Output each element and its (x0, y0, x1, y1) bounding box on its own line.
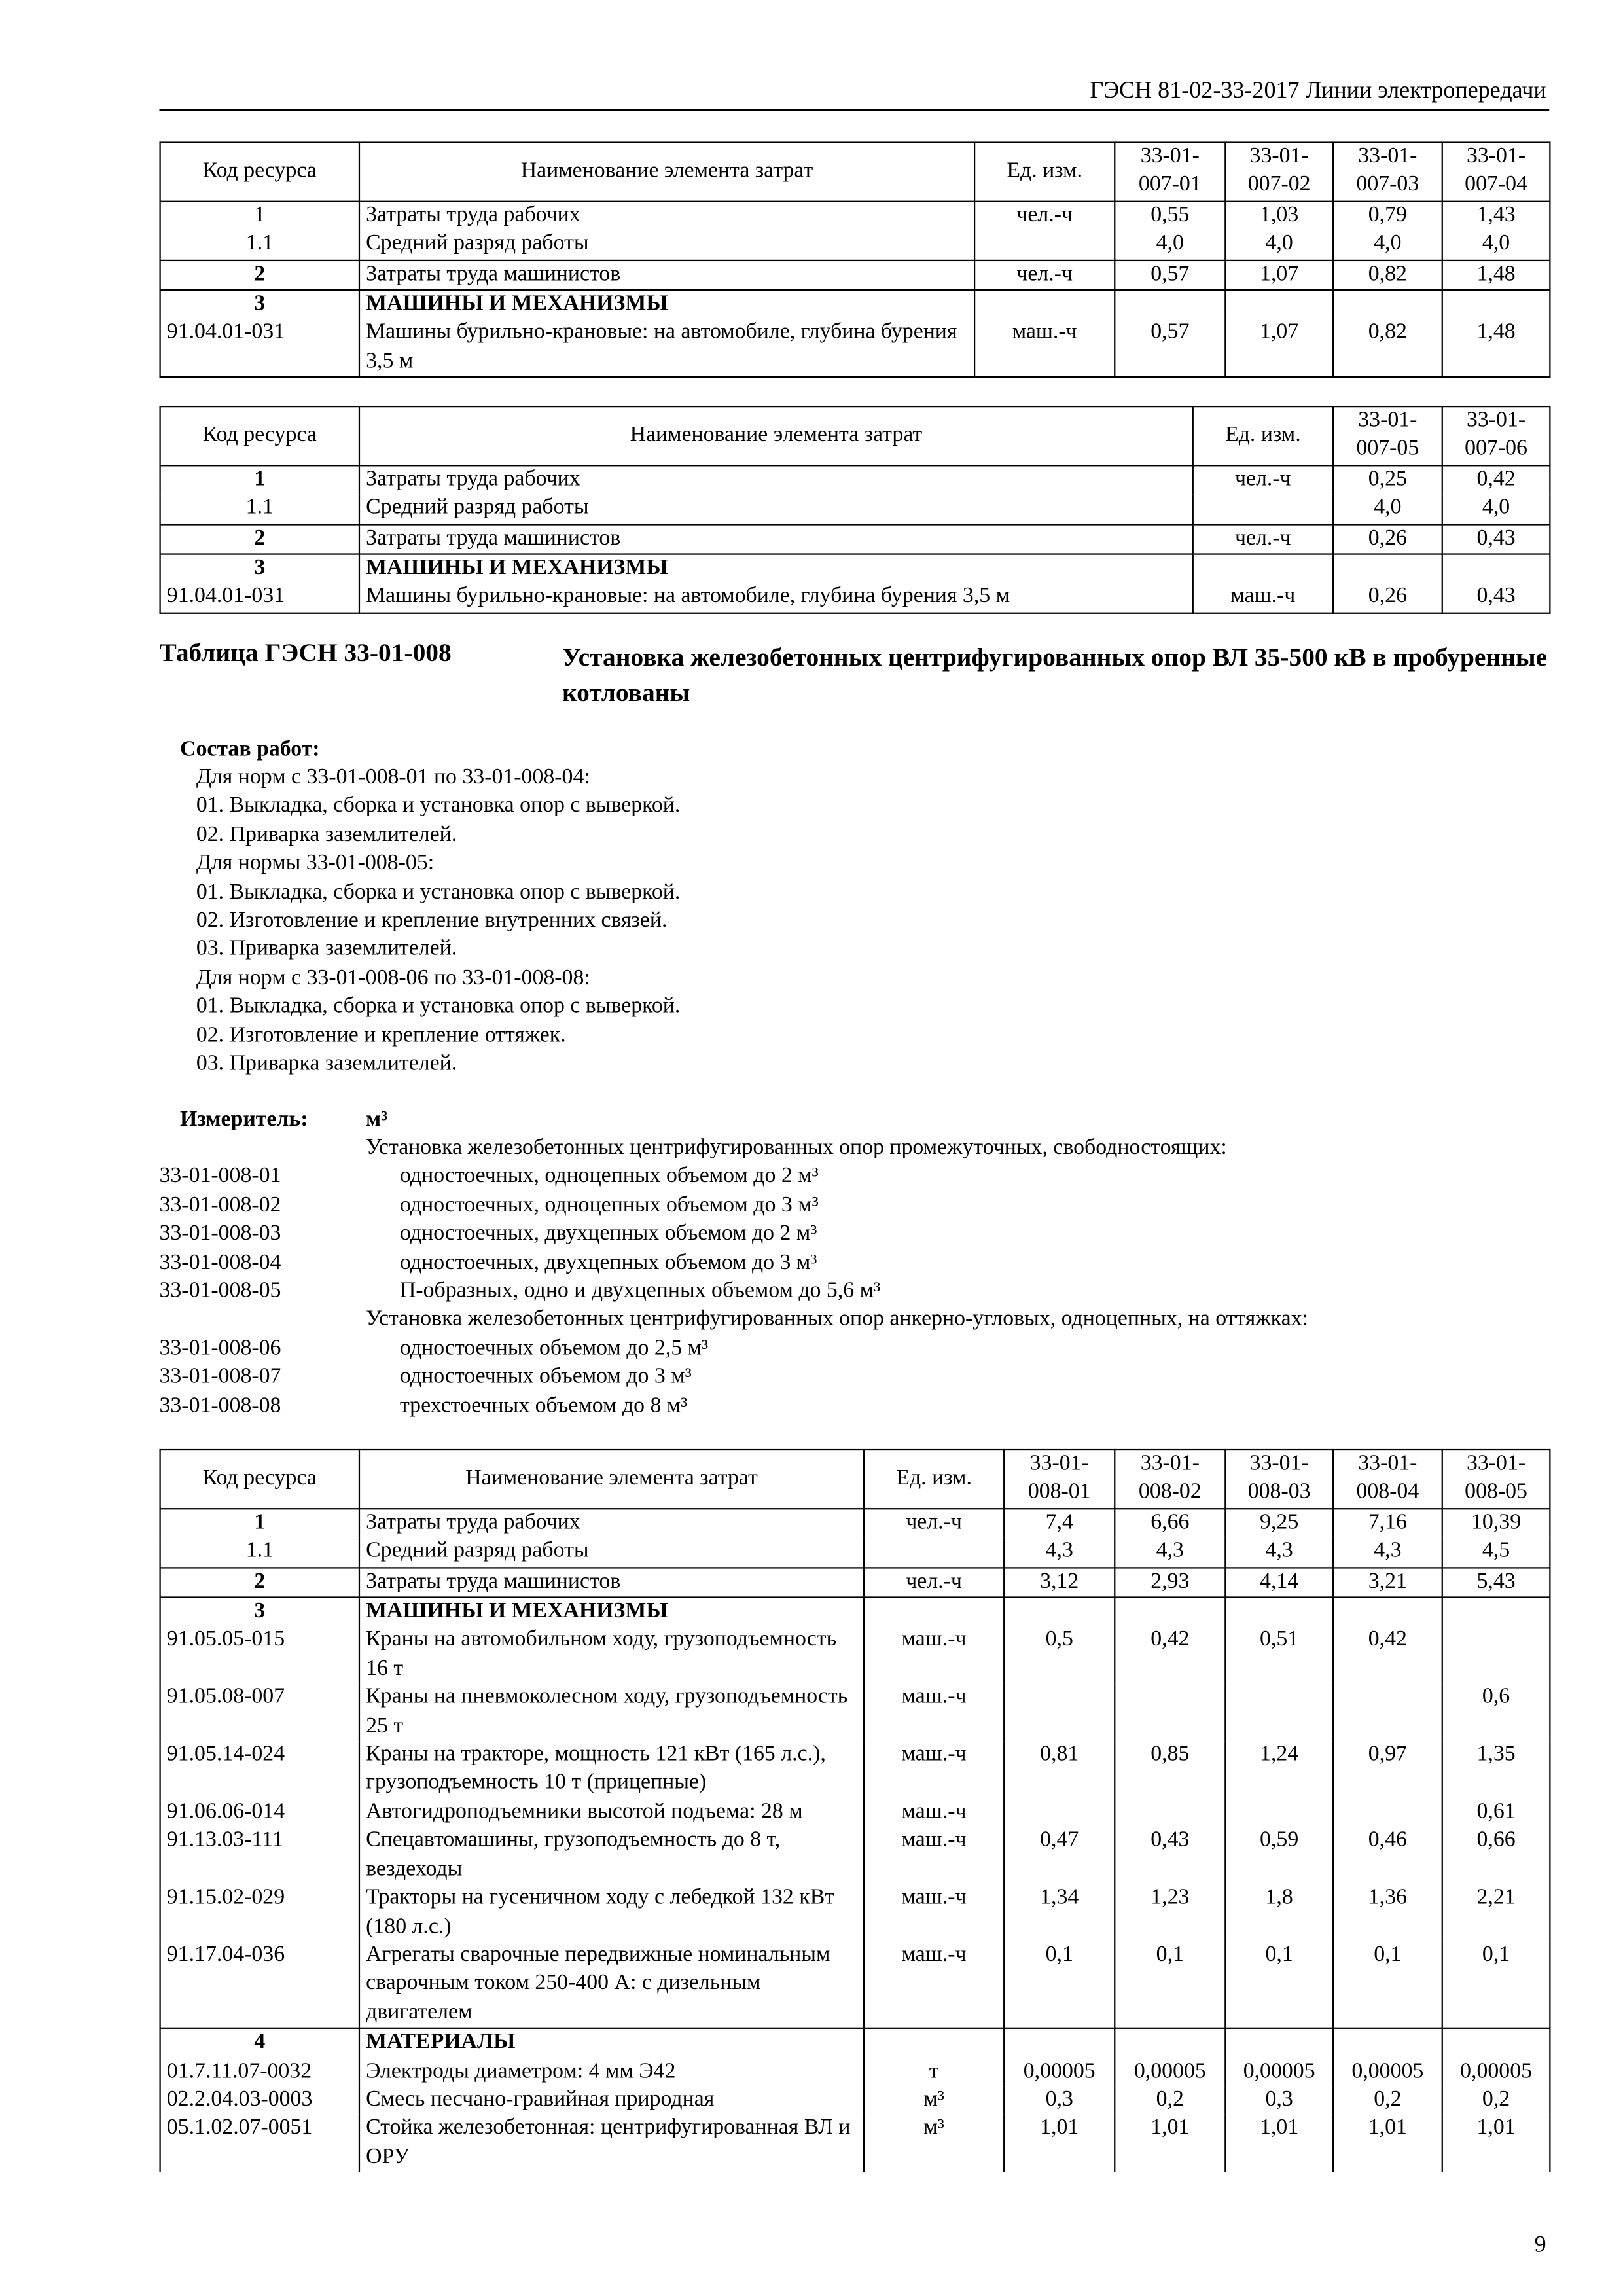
norm-item (159, 1278, 1575, 1306)
resource-table-007-05-06 (159, 406, 1550, 614)
norm-item (159, 1192, 1575, 1221)
table-row (160, 1568, 1550, 1598)
table-row (160, 2115, 1550, 2172)
works-label: Состав работ: (180, 738, 320, 762)
cost-element-name: Смесь песчано-гравийная природная (359, 2087, 864, 2115)
table-row (160, 524, 1550, 554)
table-row (160, 2058, 1550, 2087)
resource-code: 91.05.08-007 (160, 1684, 359, 1742)
table-row (160, 260, 1550, 290)
norm-value: 0,6 (1442, 1684, 1550, 1742)
cost-element-name: Тракторы на гусеничном ходу с лебедкой 132 кВт (180 л.с.) (359, 1884, 864, 1942)
norm-value (1225, 2028, 1333, 2058)
norm-value: 0,59 (1225, 1827, 1333, 1885)
unit (974, 290, 1115, 319)
work-item: Для нормы 33-01-008-05: (196, 852, 435, 876)
unit: маш.-ч (864, 1741, 1004, 1799)
table-header-row (160, 143, 1550, 202)
work-item: 01. Выкладка, сборка и установка опор с выверкой. (196, 880, 681, 905)
norm-value (1442, 554, 1550, 584)
norm-value: 2,93 (1115, 1568, 1225, 1598)
resource-table-008 (159, 1449, 1550, 2172)
column-header: 33-01- 007-05 (1333, 406, 1442, 465)
resource-code: 3 (160, 290, 359, 319)
norm-value: 1,01 (1225, 2115, 1333, 2172)
table-description: Установка железобетонных центрифугированных опор ВЛ 35-500 кВ в пробуренные котлованы (562, 641, 1548, 707)
resource-code: 2 (160, 524, 359, 554)
column-header: 33-01- 007-02 (1225, 143, 1333, 202)
header-rule (159, 109, 1549, 111)
norm-item (159, 1306, 1575, 1335)
norm-value: 1,07 (1225, 319, 1333, 378)
norm-value (1442, 290, 1550, 319)
resource-code: 05.1.02.07-0051 (160, 2115, 359, 2172)
unit: маш.-ч (864, 1626, 1004, 1684)
norm-text: одностоечных, одноцепных объемом до 3 м³ (399, 1193, 819, 1217)
norm-value: 1,34 (1004, 1884, 1115, 1942)
cost-element-name: Краны на пневмоколесном ходу, грузоподъемность 25 т (359, 1684, 864, 1742)
norm-value (1115, 1598, 1225, 1627)
norm-value (1115, 2028, 1225, 2058)
unit: маш.-ч (974, 319, 1115, 378)
resource-code: 4 (160, 2028, 359, 2058)
resource-code: 1.1 (160, 495, 359, 524)
unit (864, 1598, 1004, 1627)
cost-element-name: Средний разряд работы (359, 1538, 864, 1568)
norm-value: 1,8 (1225, 1884, 1333, 1942)
norm-value: 1,01 (1115, 2115, 1225, 2172)
table-row (160, 1884, 1550, 1942)
page-number: 9 (1534, 2233, 1546, 2258)
table-row (160, 2028, 1550, 2058)
norm-value: 0,2 (1442, 2087, 1550, 2115)
table-row (160, 2087, 1550, 2115)
norm-item (159, 1221, 1575, 1249)
cost-element-name: МАШИНЫ И МЕХАНИЗМЫ (359, 1598, 864, 1627)
norm-value: 0,43 (1442, 524, 1550, 554)
work-item: 02. Приварка заземлителей. (196, 823, 457, 847)
norm-value (1333, 1684, 1442, 1742)
cost-element-name: Автогидроподъемники высотой подъема: 28 м (359, 1799, 864, 1827)
norm-value: 4,3 (1004, 1538, 1115, 1568)
norm-value: 0,00005 (1333, 2058, 1442, 2087)
column-header: Код ресурса (160, 1450, 359, 1509)
norm-code: 33-01-008-07 (159, 1365, 281, 1389)
norm-value: 9,25 (1225, 1509, 1333, 1538)
unit (1193, 554, 1333, 584)
norm-value: 4,0 (1442, 495, 1550, 524)
norm-value: 4,5 (1442, 1538, 1550, 1568)
norm-value (1115, 290, 1225, 319)
norm-value (1333, 554, 1442, 584)
resource-code: 2 (160, 1568, 359, 1598)
norm-code: 33-01-008-03 (159, 1222, 281, 1246)
norm-value: 1,24 (1225, 1741, 1333, 1799)
norm-value: 1,35 (1442, 1741, 1550, 1799)
norm-item (159, 1392, 1575, 1421)
resource-code: 91.13.03-111 (160, 1827, 359, 1885)
table-header-row (160, 1450, 1550, 1509)
norm-value: 1,01 (1004, 2115, 1115, 2172)
norm-value: 4,14 (1225, 1568, 1333, 1598)
resource-code: 1.1 (160, 230, 359, 260)
norm-item (159, 1135, 1575, 1164)
norm-value: 0,55 (1115, 201, 1225, 230)
norm-value (1333, 2028, 1442, 2058)
norm-code: 33-01-008-06 (159, 1336, 281, 1361)
column-header: 33-01- 008-01 (1004, 1450, 1115, 1509)
cost-element-name: Машины бурильно-крановые: на автомобиле, глубина бурения 3,5 м (359, 319, 974, 378)
norm-value: 0,1 (1333, 1942, 1442, 2028)
unit: м³ (864, 2087, 1004, 2115)
resource-code: 91.04.01-031 (160, 584, 359, 613)
table-row (160, 1538, 1550, 1568)
table-row (160, 319, 1550, 378)
cost-element-name: Электроды диаметром: 4 мм Э42 (359, 2058, 864, 2087)
norm-value: 0,47 (1004, 1827, 1115, 1885)
norm-text: одностоечных объемом до 2,5 м³ (399, 1336, 709, 1361)
norm-value: 3,21 (1333, 1568, 1442, 1598)
unit (864, 2028, 1004, 2058)
cost-element-name: МАТЕРИАЛЫ (359, 2028, 864, 2058)
column-header: 33-01- 008-04 (1333, 1450, 1442, 1509)
unit: маш.-ч (864, 1827, 1004, 1885)
resource-code: 1.1 (160, 1538, 359, 1568)
resource-code: 02.2.04.03-0003 (160, 2087, 359, 2115)
column-header: 33-01- 008-02 (1115, 1450, 1225, 1509)
cost-element-name: Затраты труда машинистов (359, 524, 1193, 554)
norm-value: 0,81 (1004, 1741, 1115, 1799)
table-row (160, 201, 1550, 230)
norm-value: 0,25 (1333, 465, 1442, 495)
unit: м³ (864, 2115, 1004, 2172)
norm-value (1225, 1799, 1333, 1827)
resource-code: 91.17.04-036 (160, 1942, 359, 2028)
column-header: 33-01- 007-06 (1442, 406, 1550, 465)
norm-value: 0,57 (1115, 260, 1225, 290)
norm-value (1442, 2028, 1550, 2058)
cost-element-name: МАШИНЫ И МЕХАНИЗМЫ (359, 290, 974, 319)
cost-element-name: Затраты труда рабочих (359, 201, 974, 230)
table-row (160, 1598, 1550, 1627)
norm-value: 0,57 (1115, 319, 1225, 378)
cost-element-name: Краны на автомобильном ходу, грузоподъемность 16 т (359, 1626, 864, 1684)
norm-value: 0,5 (1004, 1626, 1115, 1684)
norm-value: 0,43 (1442, 584, 1550, 613)
norm-value: 1,01 (1333, 2115, 1442, 2172)
column-header: 33-01- 007-04 (1442, 143, 1550, 202)
norm-value: 3,12 (1004, 1568, 1115, 1598)
resource-code: 3 (160, 554, 359, 584)
column-header: 33-01- 007-01 (1115, 143, 1225, 202)
table-row (160, 1827, 1550, 1885)
unit: маш.-ч (864, 1799, 1004, 1827)
column-header: Ед. изм. (1193, 406, 1333, 465)
norm-value: 0,3 (1225, 2087, 1333, 2115)
norm-value (1115, 1684, 1225, 1742)
unit: чел.-ч (974, 201, 1115, 230)
norm-value: 1,43 (1442, 201, 1550, 230)
norm-text: П-образных, одно и двухцепных объемом до 5,6 м³ (399, 1279, 881, 1303)
norm-item (159, 1249, 1575, 1278)
norm-value: 6,66 (1115, 1509, 1225, 1538)
cost-element-name: Агрегаты сварочные передвижные номинальным сварочным током 250-400 А: с дизельным двигателем (359, 1942, 864, 2028)
norm-text: одностоечных, одноцепных объемом до 2 м³ (399, 1164, 819, 1189)
norm-value (1004, 1799, 1115, 1827)
norm-value: 0,46 (1333, 1827, 1442, 1885)
column-header: Код ресурса (160, 143, 359, 202)
norm-value: 7,16 (1333, 1509, 1442, 1538)
table-header-row (160, 406, 1550, 465)
norm-value: 4,0 (1333, 230, 1442, 260)
norm-value: 0,42 (1115, 1626, 1225, 1684)
unit: чел.-ч (1193, 524, 1333, 554)
norm-value: 0,85 (1115, 1741, 1225, 1799)
norm-text: одностоечных, двухцепных объемом до 2 м³ (399, 1222, 817, 1246)
resource-code: 91.04.01-031 (160, 319, 359, 378)
work-item: 03. Приварка заземлителей. (196, 937, 457, 961)
resource-code: 1 (160, 465, 359, 495)
resource-code: 3 (160, 1598, 359, 1627)
norm-value: 0,66 (1442, 1827, 1550, 1885)
norm-value: 0,97 (1333, 1741, 1442, 1799)
norm-text: Установка железобетонных центрифугированных опор анкерно-угловых, одноцепных, на оттяжках: (366, 1308, 1308, 1332)
norm-value: 1,36 (1333, 1884, 1442, 1942)
norm-value: 0,82 (1333, 319, 1442, 378)
unit (1193, 495, 1333, 524)
table-row (160, 1684, 1550, 1742)
norm-text: одностоечных, двухцепных объемом до 3 м³ (399, 1250, 817, 1274)
meter-label: Измеритель: (180, 1108, 308, 1132)
cost-element-name: Затраты труда рабочих (359, 465, 1193, 495)
column-header: 33-01- 007-03 (1333, 143, 1442, 202)
norm-value: 0,1 (1442, 1942, 1550, 2028)
norm-value: 0,26 (1333, 584, 1442, 613)
norm-value: 10,39 (1442, 1509, 1550, 1538)
norm-value: 0,3 (1004, 2087, 1115, 2115)
norm-value: 0,00005 (1115, 2058, 1225, 2087)
norm-item (159, 1363, 1575, 1392)
norm-value (1115, 1799, 1225, 1827)
meter-unit: м³ (366, 1108, 388, 1132)
norm-value (1442, 1598, 1550, 1627)
norm-value: 0,2 (1115, 2087, 1225, 2115)
unit: маш.-ч (1193, 584, 1333, 613)
norm-value: 0,42 (1442, 465, 1550, 495)
norm-value: 0,1 (1115, 1942, 1225, 2028)
table-row (160, 584, 1550, 613)
resource-code: 91.05.05-015 (160, 1626, 359, 1684)
cost-element-name: Краны на тракторе, мощность 121 кВт (165 л.с.), грузоподъемность 10 т (прицепные) (359, 1741, 864, 1799)
norm-value: 1,48 (1442, 319, 1550, 378)
norm-value: 5,43 (1442, 1568, 1550, 1598)
norm-value: 0,42 (1333, 1626, 1442, 1684)
table-title: Таблица ГЭСН 33-01-008 (159, 637, 452, 668)
table-row (160, 1799, 1550, 1827)
resource-code: 91.15.02-029 (160, 1884, 359, 1942)
norm-value: 0,00005 (1225, 2058, 1333, 2087)
norm-item (159, 1335, 1575, 1364)
cost-element-name: Машины бурильно-крановые: на автомобиле, глубина бурения 3,5 м (359, 584, 1193, 613)
column-header: 33-01- 008-05 (1442, 1450, 1550, 1509)
norm-value (1442, 1626, 1550, 1684)
norm-value: 1,01 (1442, 2115, 1550, 2172)
resource-code: 1 (160, 201, 359, 230)
unit: чел.-ч (974, 260, 1115, 290)
norm-value (1004, 2028, 1115, 2058)
norm-code: 33-01-008-05 (159, 1279, 281, 1303)
norm-value: 1,07 (1225, 260, 1333, 290)
norm-text: Установка железобетонных центрифугированных опор промежуточных, свободностоящих: (366, 1136, 1227, 1160)
norm-value: 2,21 (1442, 1884, 1550, 1942)
table-row (160, 554, 1550, 584)
norm-value: 7,4 (1004, 1509, 1115, 1538)
norm-value: 0,00005 (1004, 2058, 1115, 2087)
unit: т (864, 2058, 1004, 2087)
cost-element-name: Средний разряд работы (359, 230, 974, 260)
norm-value (1333, 1799, 1442, 1827)
norm-value: 4,0 (1442, 230, 1550, 260)
work-item: 02. Изготовление и крепление оттяжек. (196, 1023, 566, 1047)
cost-element-name: Затраты труда рабочих (359, 1509, 864, 1538)
unit: чел.-ч (864, 1509, 1004, 1538)
cost-element-name: Спецавтомашины, грузоподъемность до 8 т, вездеходы (359, 1827, 864, 1885)
unit (864, 1538, 1004, 1568)
norm-value: 4,3 (1225, 1538, 1333, 1568)
unit: маш.-ч (864, 1684, 1004, 1742)
norm-value: 0,79 (1333, 201, 1442, 230)
works-list (196, 764, 681, 1079)
norm-code: 33-01-008-02 (159, 1193, 281, 1217)
norm-value: 0,26 (1333, 524, 1442, 554)
norm-value: 4,0 (1333, 495, 1442, 524)
cost-element-name: Затраты труда машинистов (359, 1568, 864, 1598)
norm-value (1225, 290, 1333, 319)
unit (974, 230, 1115, 260)
table-row (160, 1741, 1550, 1799)
resource-code: 01.7.11.07-0032 (160, 2058, 359, 2087)
resource-code: 2 (160, 260, 359, 290)
norm-value: 4,3 (1115, 1538, 1225, 1568)
unit: маш.-ч (864, 1942, 1004, 2028)
norm-value: 1,48 (1442, 260, 1550, 290)
cost-element-name: Стойка железобетонная: центрифугированная ВЛ и ОРУ (359, 2115, 864, 2172)
norm-value: 0,51 (1225, 1626, 1333, 1684)
cost-element-name: МАШИНЫ И МЕХАНИЗМЫ (359, 554, 1193, 584)
norms-list (159, 1135, 1575, 1421)
table-row (160, 290, 1550, 319)
work-item: 01. Выкладка, сборка и установка опор с выверкой. (196, 995, 681, 1019)
norm-value (1225, 1684, 1333, 1742)
norm-value: 0,43 (1115, 1827, 1225, 1885)
resource-code: 91.05.14-024 (160, 1741, 359, 1799)
norm-value: 0,1 (1225, 1942, 1333, 2028)
norm-value (1004, 1684, 1115, 1742)
norm-value: 1,23 (1115, 1884, 1225, 1942)
running-header: ГЭСН 81-02-33-2017 Линии электропередачи (1090, 78, 1546, 103)
unit: чел.-ч (1193, 465, 1333, 495)
column-header: Код ресурса (160, 406, 359, 465)
norm-value: 1,03 (1225, 201, 1333, 230)
norm-value (1004, 1598, 1115, 1627)
column-header: Ед. изм. (864, 1450, 1004, 1509)
norm-text: одностоечных объемом до 3 м³ (399, 1365, 692, 1389)
work-item: Для норм с 33-01-008-01 по 33-01-008-04: (196, 766, 590, 790)
column-header: Наименование элемента затрат (359, 143, 974, 202)
table-row (160, 465, 1550, 495)
column-header: Ед. изм. (974, 143, 1115, 202)
norm-value: 4,0 (1115, 230, 1225, 260)
work-item: 03. Приварка заземлителей. (196, 1052, 457, 1076)
norm-value: 4,3 (1333, 1538, 1442, 1568)
table-row (160, 1942, 1550, 2028)
norm-code: 33-01-008-04 (159, 1250, 281, 1274)
norm-item (159, 1163, 1575, 1192)
column-header: 33-01- 008-03 (1225, 1450, 1333, 1509)
norm-code: 33-01-008-01 (159, 1164, 281, 1189)
norm-value: 0,1 (1004, 1942, 1115, 2028)
work-item: 02. Изготовление и крепление внутренних связей. (196, 908, 668, 933)
norm-value: 4,0 (1225, 230, 1333, 260)
work-item: 01. Выкладка, сборка и установка опор с выверкой. (196, 794, 681, 818)
column-header: Наименование элемента затрат (359, 1450, 864, 1509)
norm-value (1333, 290, 1442, 319)
table-row (160, 1626, 1550, 1684)
work-item: Для норм с 33-01-008-06 по 33-01-008-08: (196, 966, 590, 990)
norm-value (1225, 1598, 1333, 1627)
resource-table-007-01-04 (159, 141, 1550, 378)
column-header: Наименование элемента затрат (359, 406, 1193, 465)
norm-value: 0,61 (1442, 1799, 1550, 1827)
table-row (160, 1509, 1550, 1538)
norm-code: 33-01-008-08 (159, 1393, 281, 1418)
unit: маш.-ч (864, 1884, 1004, 1942)
unit: чел.-ч (864, 1568, 1004, 1598)
resource-code: 91.06.06-014 (160, 1799, 359, 1827)
cost-element-name: Затраты труда машинистов (359, 260, 974, 290)
table-row (160, 230, 1550, 260)
resource-code: 1 (160, 1509, 359, 1538)
norm-value: 0,82 (1333, 260, 1442, 290)
norm-value: 0,00005 (1442, 2058, 1550, 2087)
table-row (160, 495, 1550, 524)
norm-value (1333, 1598, 1442, 1627)
cost-element-name: Средний разряд работы (359, 495, 1193, 524)
norm-value: 0,2 (1333, 2087, 1442, 2115)
norm-text: трехстоечных объемом до 8 м³ (399, 1393, 688, 1418)
